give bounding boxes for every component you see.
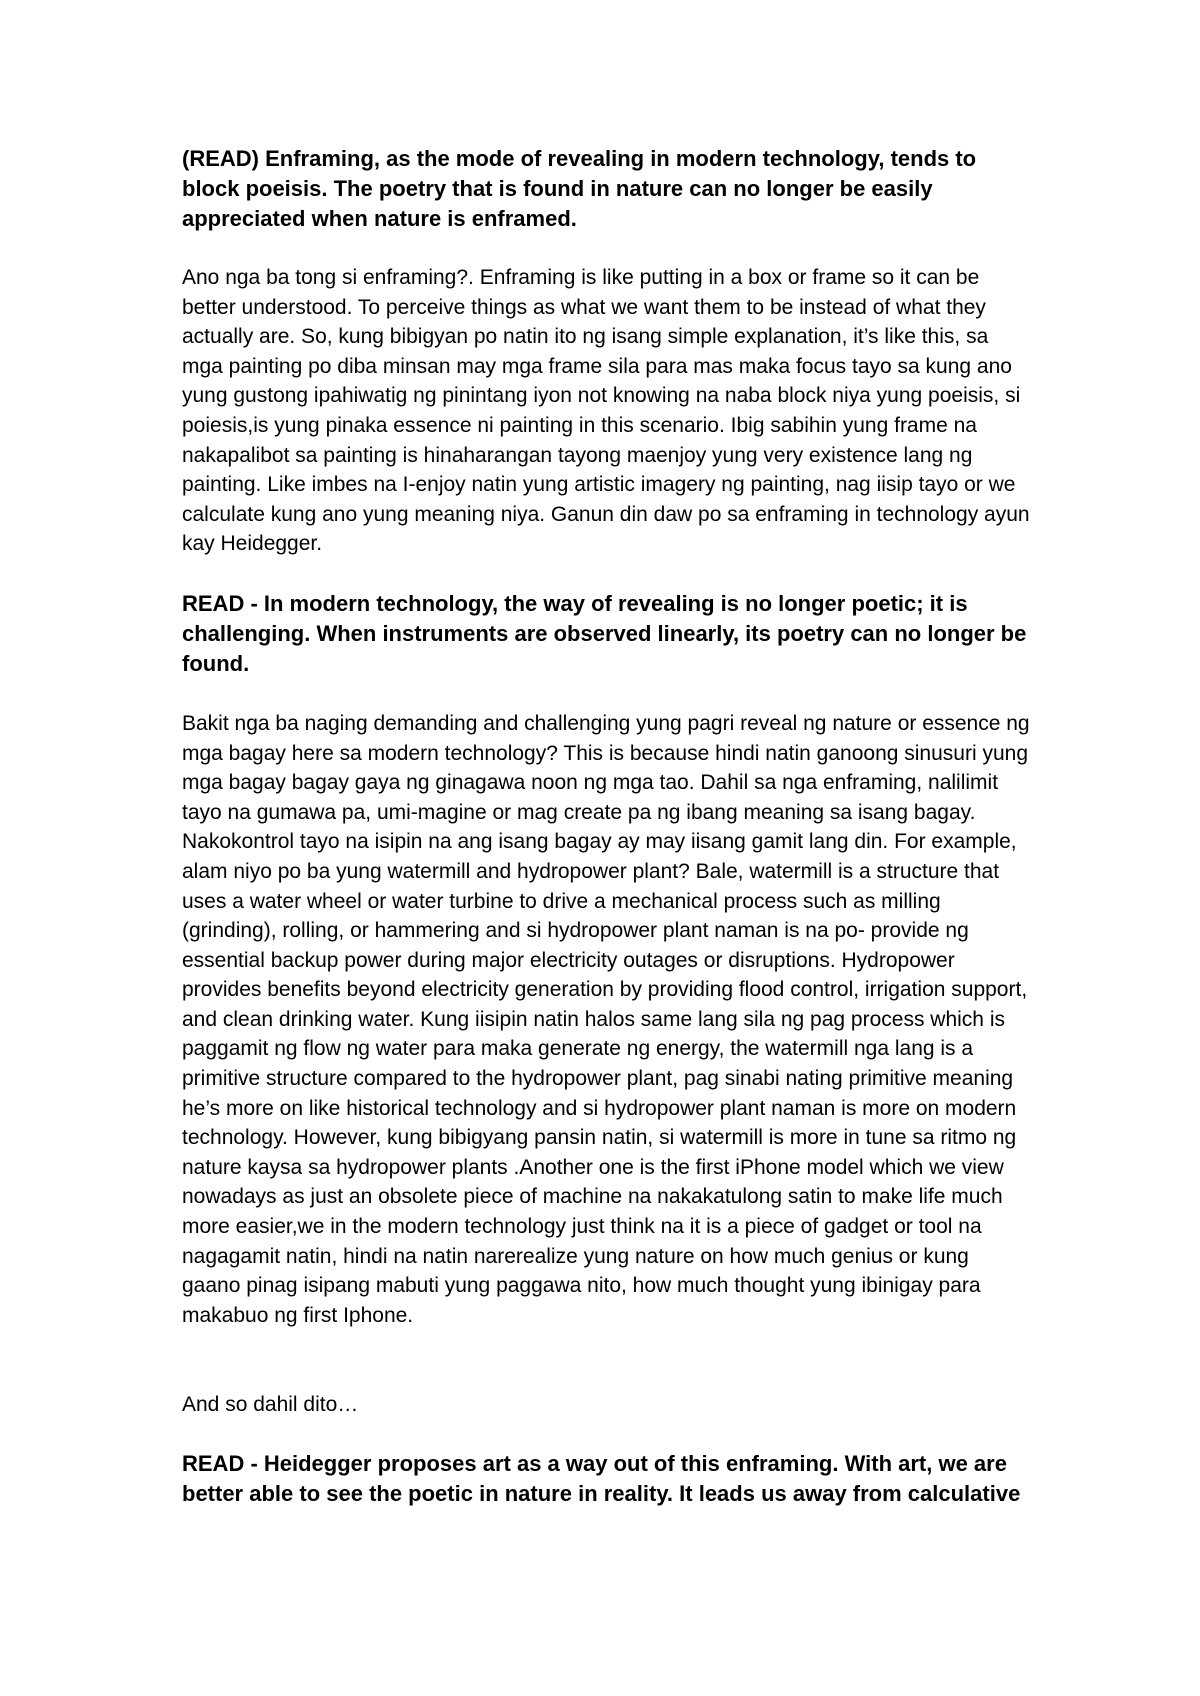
spacer	[182, 1420, 1032, 1449]
paragraph-enframing-explanation: Ano nga ba tong si enframing?. Enframing is like putting in a box or frame so it can be better understood. To perceive things as what we want them to be instead of what they actually are. So, kung bibigyan po natin ito ng isang simple explanation, it’s like this, sa mga painting po diba minsan may mga frame sila para mas maka focus tayo sa kung ano yung gustong ipahiwatig ng pinintang iyon not knowing na naba block niya yung poeisis, si poiesis,is yung pinaka essence ni painting in this scenario. Ibig sabihin yung frame na nakapalibot sa painting is hinaharangan tayong maenjoy yung very existence lang ng painting. Like imbes na I-enjoy natin yung artistic imagery ng painting, nag iisip tayo or we calculate kung ano yung meaning niya. Ganun din daw po sa enframing in technology ayun kay Heidegger.	[182, 266, 1030, 556]
spacer	[182, 234, 1032, 263]
read-heading-art: READ - Heidegger proposes art as a way out of this enframing. With art, we are better able to see the poetic in nature in reality. It leads us away from calculative	[182, 1451, 1021, 1506]
spacer	[182, 679, 1032, 709]
spacer	[182, 559, 1032, 589]
paragraph-modern-technology-explanation: Bakit nga ba naging demanding and challenging yung pagri reveal ng nature or essence ng mga bagay here sa modern technology? This is because hindi natin ganoong sinusuri yung mga bagay bagay gaya ng ginagawa noon ng mga tao. Dahil sa nga enframing, nalilimit tayo na gumawa pa, umi-magine or mag create pa ng ibang meaning sa isang bagay. Nakokontrol tayo na isipin na ang isang bagay ay may iisang gamit lang din. For example, alam niyo po ba yung watermill and hydropower plant? Bale, watermill is a structure that uses a water wheel or water turbine to drive a mechanical process such as milling (grinding), rolling, or hammering and si hydropower plant naman is na po- provide ng essential backup power during major electricity outages or disruptions. Hydropower provides benefits beyond electricity generation by providing flood control, irrigation support, and clean drinking water. Kung iisipin natin halos same lang sila ng pag process which is paggamit ng flow ng water para maka generate ng energy, the watermill nga lang is a primitive structure compared to the hydropower plant, pag sinabi nating primitive meaning he’s more on like historical technology and si hydropower plant naman is more on modern technology. However, kung bibigyang pansin natin, si watermill is more in tune sa ritmo ng nature kaysa sa hydropower plants .Another one is the first iPhone model which we view nowadays as just an obsolete piece of machine na nakakatulong satin to make life much more easier,we in the modern technology just think na it is a piece of gadget or tool na nagagamit natin, hindi na natin narerealize yung nature on how much genius or kung gaano pinag isipang mabuti yung paggawa nito, how much thought yung ibinigay para makabuo ng first Iphone.	[182, 711, 1030, 1327]
read-heading-enframing: (READ) Enframing, as the mode of revealing in modern technology, tends to block poeisis. The poetry that is found in nature can no longer be easily appreciated when nature is enframed.	[182, 146, 977, 231]
paragraph-transition: And so dahil dito…	[182, 1393, 359, 1417]
spacer	[182, 1330, 1032, 1390]
read-heading-modern-technology: READ - In modern technology, the way of revealing is no longer poetic; it is challenging. When instruments are observed linearly, its poetry can no longer be found.	[182, 590, 1027, 676]
document-content	[182, 144, 1032, 1509]
